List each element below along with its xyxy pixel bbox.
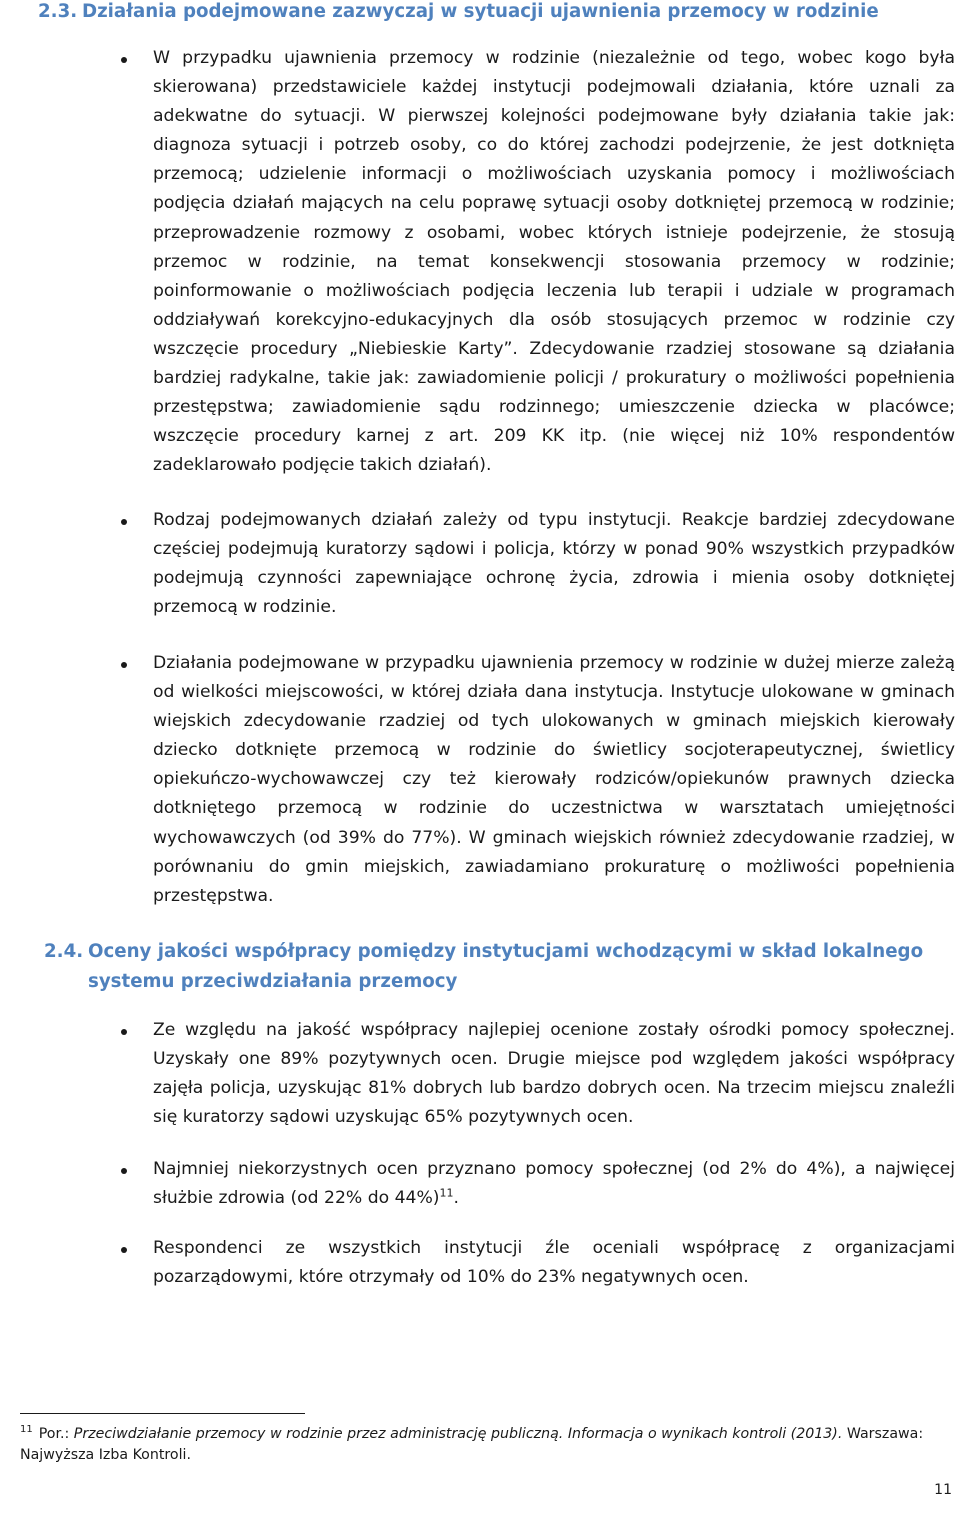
paragraph-text: W przypadku ujawnienia przemocy w rodzinie (niezależnie od tego, wobec kogo była skierowana) przedstawiciele każdej instytucji podejmowali działania, które uznali za adekwatne do sytuacji. W pierwszej kolejności podejmowane były działania takie jak: diagnoza sytuacji i potrzeb osoby, co do której zachodzi podejrzenie, że jest dotknięta przemocą; udzielenie informacji o możliwościach uzyskania pomocy i możliwościach podjęcia działań mających na celu poprawę sytuacji osoby dotkniętej przemocą w rodzinie; przeprowadzenie rozmowy z osobami, wobec których istnieje podejrzenie, że stosują przemoc w rodzinie, na temat konsekwencji stosowania przemocy w rodzinie; poinformowanie o możliwościach podjęcia leczenia lub terapii i udziale w programach oddziaływań korekcyjno-edukacyjnych dla osób stosujących przemoc w rodzinie czy wszczęcie procedury „Niebieskie Karty”. Zdecydowanie rzadziej stosowane są działania bardziej radykalne, takie jak: zawiadomienie policji / prokuratury o możliwości popełnienia przestępstwa; zawiadomienie sądu rodzinnego; umieszczenie dziecka w placówce; wszczęcie procedury karnej z art. 209 KK itp. (nie więcej niż 10% respondentów zadeklarowało podjęcie takich działań). [153,48,955,476]
bullet-icon [121,519,127,525]
footnote-title: Przeciwdziałanie przemocy w rodzinie przez administrację publiczną. Informacja o wynikach kontroli (2013). [73,1426,843,1442]
list-item [153,649,955,911]
list-item [153,1234,955,1292]
bullet-icon [121,1029,127,1035]
paragraph-text: Respondenci ze wszystkich instytucji źle oceniali współpracę z organizacjami pozarządowymi, które otrzymały od 10% do 23% negatywnych ocen. [153,1238,955,1288]
paragraph-text [153,1155,955,1213]
page-number: 11 [934,1482,952,1498]
paragraph-text: Ze względu na jakość współpracy najlepiej ocenione zostały ośrodki pomocy społecznej. Uzyskały one 89% pozytywnych ocen. Drugie miejsce pod względem jakości współpracy zajęła policja, uzyskując 81% dobrych lub bardzo dobrych ocen. Na trzecim miejscu znaleźli się kuratorzy sądowi uzyskując 65% pozytywnych ocen. [153,1020,955,1128]
section-title: Działania podejmowane zazwyczaj w sytuacji ujawnienia przemocy w rodzinie [82,1,879,22]
footnote-prefix: Por.: [38,1426,74,1442]
footnote-suffix: Warszawa: Najwyższa Izba Kontroli. [20,1426,924,1463]
paragraph-text: Rodzaj podejmowanych działań zależy od typu instytucji. Reakcje bardziej zdecydowane częściej podejmują kuratorzy sądowi i policja, którzy w ponad 90% wszystkich przypadków podejmują czynności zapewniające ochronę życia, zdrowia i mienia osoby dotkniętej przemocą w rodzinie. [153,510,955,618]
section-heading-2-3 [38,0,960,27]
section-title: Oceny jakości współpracy pomiędzy instytucjami wchodzącymi w skład lokalnego systemu przeciwdziałania przemocy [88,941,924,992]
list-item [153,506,955,622]
bullet-icon [121,57,127,63]
section-number: 2.4. [44,941,84,962]
list-item [153,1016,955,1132]
footnote-reference[interactable]: 11 [439,1186,454,1200]
section-heading-2-4 [44,937,944,997]
paragraph-text-end: . [453,1188,459,1209]
bullet-icon [121,1247,127,1253]
footnote-divider [20,1413,305,1414]
list-item [153,44,955,480]
bullet-icon [121,662,127,668]
paragraph-text-main: Najmniej niekorzystnych ocen przyznano pomocy społecznej (od 2% do 4%), a najwięcej służbie zdrowia (od 22% do 44%) [153,1159,955,1209]
section-number: 2.3. [38,1,78,22]
list-item [153,1155,955,1213]
paragraph-text: Działania podejmowane w przypadku ujawnienia przemocy w rodzinie w dużej mierze zależą od wielkości miejscowości, w której działa dana instytucja. Instytucje ulokowane w gminach wiejskich zdecydowanie rzadziej od tych ulokowanych w gminach miejskich kierowały dziecko dotknięte przemocą w rodzinie do świetlicy socjoterapeutycznej, świetlicy opiekuńczo-wychowawczej czy też kierowały rodziców/opiekunów prawnych dziecka dotkniętego przemocą w rodzinie do uczestnictwa w warsztatach umiejętności wychowawczych (od 39% do 77%). W gminach wiejskich również zdecydowanie rzadziej, w porównaniu do gmin miejskich, zawiadamiano prokuraturę o możliwości popełnienia przestępstwa. [153,653,955,906]
footnote-marker: 11 [20,1424,33,1436]
footnote [20,1424,958,1466]
bullet-icon [121,1168,127,1174]
